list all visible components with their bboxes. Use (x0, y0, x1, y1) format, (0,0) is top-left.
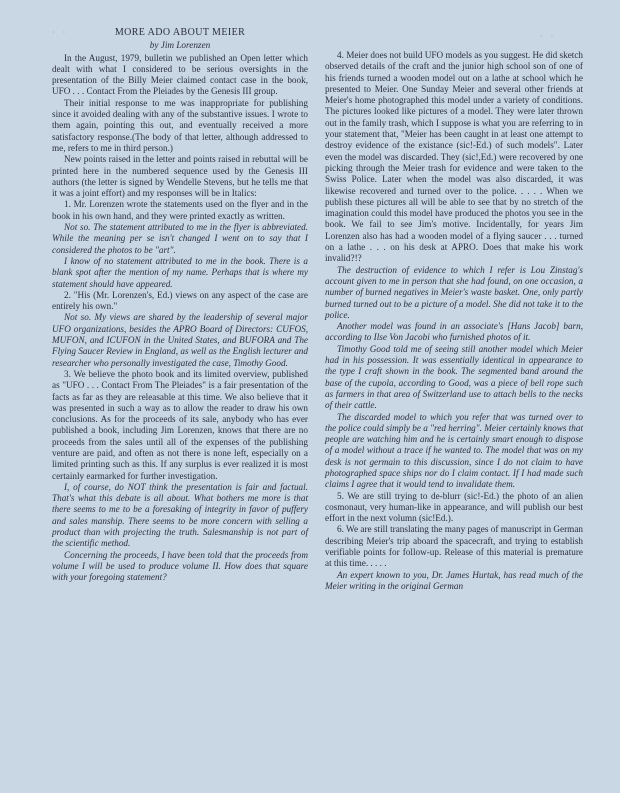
article-paragraph: 4. Meier does not build UFO models as you suggest. He did sketch observed details of the craft and the junior high school son of one of his friends turned a wooden model out on a lathe at school which he presented to Meier. One Sunday Meier and several other friends at Meier's home photographed this model under a variety of conditions. The pictures looked like pictures of a model. They were later thrown out in the family trash, which I suppose is what you are referring to in your statement that, "Meier has been caught in at least one attempt to destroy evidence of the existance (sic!-Ed.) of such models". Later even the model was discarded. They (sic!,Ed.) were recovered by one picking through the Meier trash for evidence and were taken to the Swiss Police. Later when the model was also discarded, it was likewise recovered and turned over to the police. . . . . When we publish these pictures all will be able to see that by no stretch of the imagination could this model have produced the photos you see in the book. We fail to see Jim's motive. Incidentally, for years Jim Lorenzen also has had a wooden model of a flying saucer . . . turned on a lathe . . . on his desk at APRO. Does that make his work invalid?!? (325, 50, 583, 264)
article-paragraph: 1. Mr. Lorenzen wrote the statements used on the flyer and in the book in his own hand, and they were printed exactly as written. (52, 199, 308, 221)
article-paragraph: 3. We believe the photo book and its limited overview, published as "UFO . . . Contact From The Pleiades" is a fair presentation of the facts as far as they are releasable at this time. We also believe that it was presented in such a way as to allow the reader to draw his own conclusions. As for the proceeds of its sale, anybody who has ever published a book, including Jim Lorenzen, knows that there are no proceeds from the sales until all of the expenses of the publishing venture are paid, and often as not there is none left, especially on a limited printing such as this. If any surplus is ever realized it is most certainly earmarked for further investigation. (52, 368, 308, 481)
article-paragraph: Not so. The statement attributed to me in the flyer is abbreviated. While the meaning per se isn't changed I went on to say that I considered the photos to be "art". (52, 222, 308, 255)
left-column-body (52, 53, 308, 584)
article-paragraph: I know of no statement attributed to me in the book. There is a blank spot after the mention of my name. Perhaps that is where my statement should have appeared. (52, 255, 308, 289)
decorative-speck: · · (52, 28, 69, 37)
article-paragraph: Concerning the proceeds, I have been told that the proceeds from volume I will be used to produce volume II. How does that square with your foregoing statement? (52, 549, 308, 583)
article-paragraph: 5. We are still trying to de-blurr (sic!-Ed.) the photo of an alien cosmonaut, very human-like in appearance, and will publish our best effort in the next volumn (sic!Ed.). (325, 490, 583, 524)
article-paragraph: New points raised in the letter and points raised in rebuttal will be printed here in the numbered sequence used by the Genesis III authors (the letter is signed by Wendelle Stevens, but he tells me that it was a joint effort) and my responses will be in Italics: (52, 154, 308, 199)
article-paragraph: Not so. My views are shared by the leadership of several major UFO organizations, besides the APRO Board of Directors: CUFOS, MUFON, and ICUFON in the United States, and BUFORA and The Flying Saucer Review in England, as well as the English lecturer and researcher who personally investigated the case, Timothy Good. (52, 312, 308, 368)
right-column-body (325, 50, 583, 592)
article-paragraph: The destruction of evidence to which I refer is Lou Zinstag's account given to me in person that she had found, on one occasion, a number of burned negatives in Meier's waste basket. One, only partly burned turned out to be a picture of a model. She did not take it to the police. (325, 264, 583, 320)
article-paragraph: 6. We are still translating the many pages of manuscript in German describing Meier's trip aboard the spacecraft, and trying to establish verifiable points for follow-up. Release of this material is premature at this time. . . . . (325, 524, 583, 569)
article-byline: by Jim Lorenzen (149, 40, 211, 51)
decorative-speck: · · (540, 32, 557, 41)
article-paragraph: Timothy Good told me of seeing still another model which Meier had in his possession. It was essentially identical in appearance to the type I craft shown in the book. The segmented band around the base of the cupola, according to Good, was a piece of bell rope such as farmers in that area of Switzerland use to attach bells to the necks of their cattle. (325, 343, 583, 411)
article-title: MORE ADO ABOUT MEIER (114, 27, 246, 38)
left-column (52, 27, 308, 584)
article-paragraph: I, of course, do NOT think the presentation is fair and factual. That's what this debate is all about. What bothers me more is that there seems to me to be a foresaking of integrity in favor of puffery and sales manship. There seems to be more concern with selling a product than with projecting the truth. Salesmanship is not part of the scientific method. (52, 481, 308, 549)
article-paragraph: In the August, 1979, bulletin we published an Open letter which dealt with what I considered to be serious oversights in the presentation of the Billy Meier claimed contact case in the book, UFO . . . Contact From the Pleiades by the Genesis III group. (52, 52, 308, 97)
article-paragraph: Their initial response to me was inappropriate for publishing since it avoided dealing with any of the substantive issues. I wrote to them again, pointing this out, and eventually received a more satisfactory response.(The body of that letter, although addressed to me, refers to me in third person.) (52, 97, 308, 153)
right-column (325, 50, 583, 592)
article-paragraph: Another model was found in an associate's [Hans Jacob] barn, according to Ilse Von Jacobi who furnished photos of it. (325, 321, 583, 343)
article-paragraph: An expert known to you, Dr. James Hurtak, has read much of the Meier writing in the original German (325, 569, 583, 591)
article-paragraph: The discarded model to which you refer that was turned over to the police could simply be a "red herring". Meier certainly knows that people are watching him and he is certainly smart enough to dispose of a model without a trace if he wanted to. The model that was on my desk is not germain to this discussion, since I do not claim to have photographed space ships nor do I claim contact. If I had made such claims I agree that it would tend to invalidate them. (325, 411, 583, 490)
article-paragraph: 2. "His (Mr. Lorenzen's, Ed.) views on any aspect of the case are entirely his own." (52, 289, 308, 312)
